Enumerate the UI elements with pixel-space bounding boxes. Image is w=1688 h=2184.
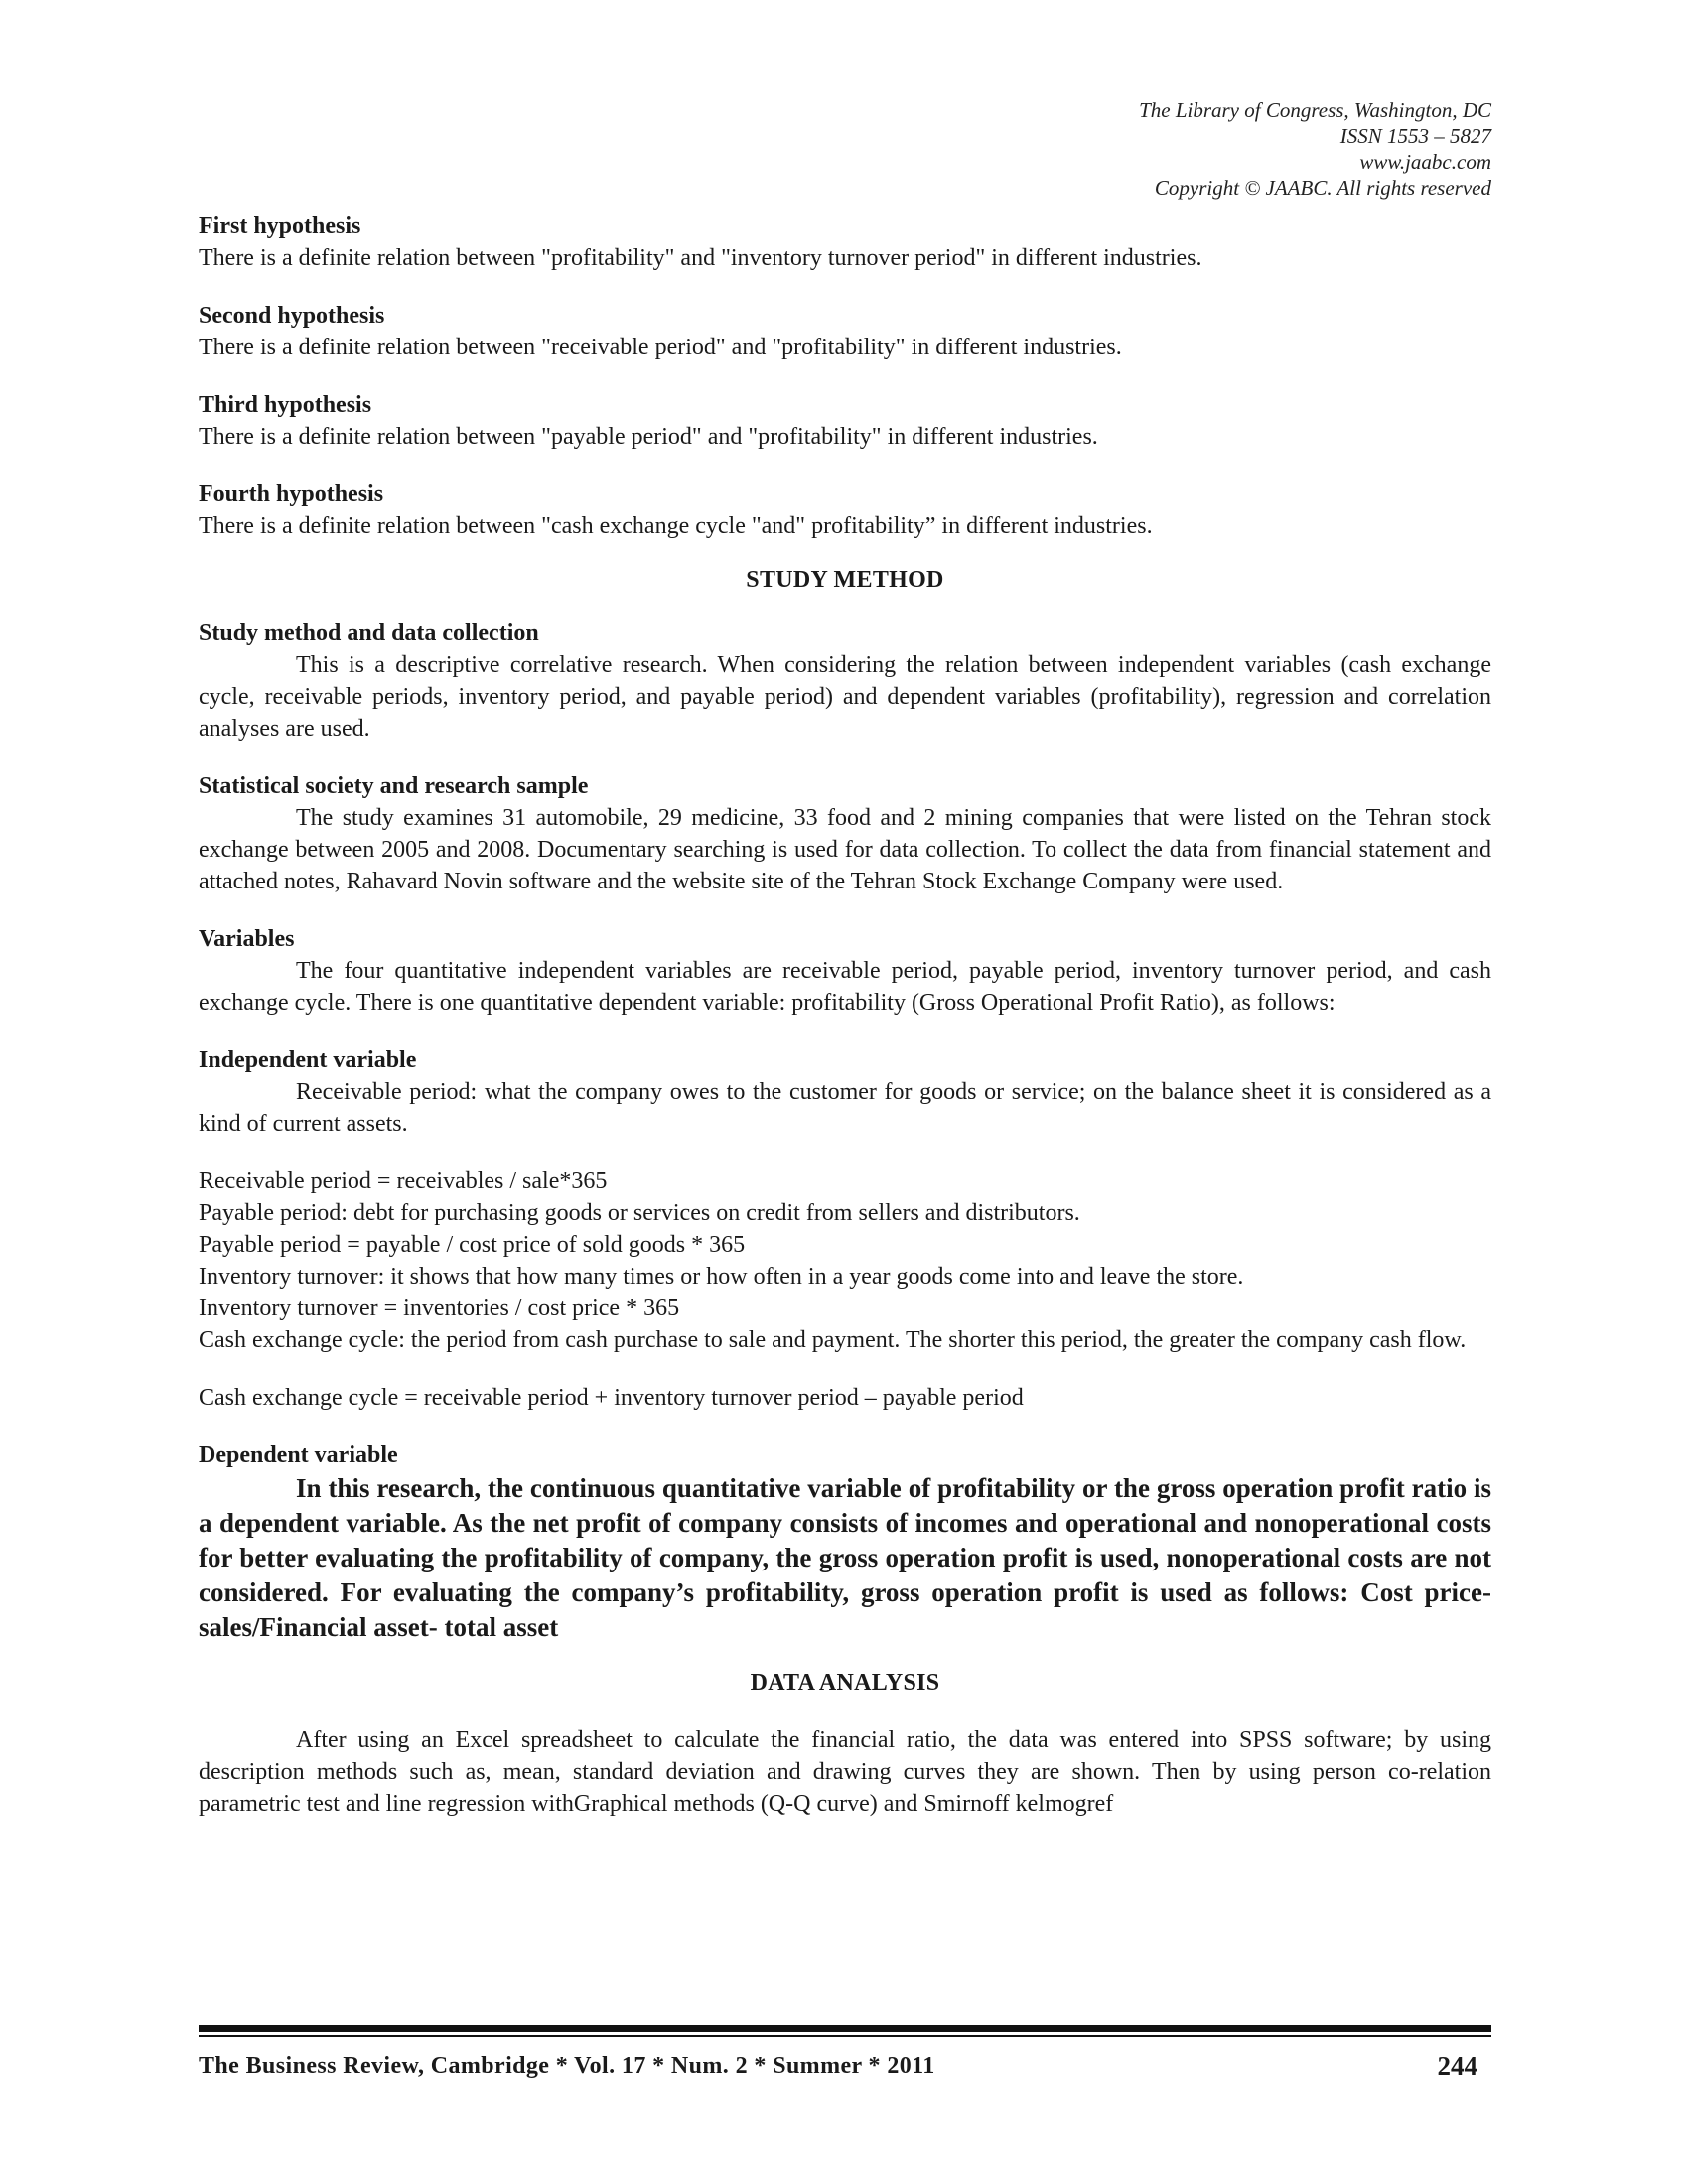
payable-period-definition: Payable period: debt for purchasing goods or services on credit from sellers and distributors.: [199, 1200, 1080, 1226]
data-collection-title: Study method and data collection: [199, 620, 539, 646]
header-issn: ISSN 1553 – 5827: [1339, 124, 1491, 148]
page-header: [796, 97, 1491, 201]
footer-journal: The Business Review, Cambridge * Vol. 17 * Num. 2 * Summer * 2011: [199, 2053, 935, 2079]
independent-variable-text: Receivable period: what the company owes to the customer for goods or service; on the balance sheet it is considered as a kind of current assets.: [199, 1079, 1491, 1137]
header-library: The Library of Congress, Washington, DC: [1139, 98, 1491, 122]
header-website: www.jaabc.com: [1359, 150, 1491, 174]
first-hypothesis-title: First hypothesis: [199, 213, 361, 239]
sample-title: Statistical society and research sample: [199, 773, 589, 799]
first-hypothesis-text: There is a definite relation between "profitability" and "inventory turnover period" in different industries.: [199, 245, 1202, 271]
second-hypothesis-title: Second hypothesis: [199, 303, 385, 329]
footer-rule-thin: [199, 2035, 1491, 2037]
header-copyright: Copyright © JAABC. All rights reserved: [1154, 176, 1491, 200]
second-hypothesis-text: There is a definite relation between "receivable period" and "profitability" in different industries.: [199, 335, 1122, 360]
receivable-period-formula: Receivable period = receivables / sale*365: [199, 1168, 608, 1194]
independent-variable-title: Independent variable: [199, 1047, 417, 1073]
third-hypothesis-text: There is a definite relation between "payable period" and "profitability" in different industries.: [199, 424, 1098, 450]
page-number: 244: [1437, 2051, 1477, 2081]
third-hypothesis-title: Third hypothesis: [199, 392, 372, 418]
inventory-turnover-formula: Inventory turnover = inventories / cost price * 365: [199, 1296, 680, 1321]
variables-title: Variables: [199, 926, 295, 952]
data-analysis-text: After using an Excel spreadsheet to calculate the financial ratio, the data was entered into SPSS software; by using description methods such as, mean, standard deviation and drawing curves they are shown. Then by using person co-relation parametric test and line regression withGraphical methods (Q-Q curve) and Smirnoff kelmogref: [199, 1727, 1491, 1817]
cash-cycle-definition: Cash exchange cycle: the period from cash purchase to sale and payment. The shorter this period, the greater the company cash flow.: [199, 1327, 1467, 1353]
page-body: [199, 210, 1491, 1820]
fourth-hypothesis-title: Fourth hypothesis: [199, 481, 384, 507]
inventory-turnover-definition: Inventory turnover: it shows that how many times or how often in a year goods come into and leave the store.: [199, 1264, 1244, 1290]
study-method-heading: STUDY METHOD: [746, 567, 944, 593]
payable-period-formula: Payable period = payable / cost price of sold goods * 365: [199, 1232, 746, 1258]
dependent-variable-title: Dependent variable: [199, 1442, 398, 1468]
fourth-hypothesis-text: There is a definite relation between "cash exchange cycle "and" profitability” in different industries.: [199, 513, 1153, 539]
sample-text: The study examines 31 automobile, 29 medicine, 33 food and 2 mining companies that were listed on the Tehran stock exchange between 2005 and 2008. Documentary searching is used for data collection. To collect the data from financial statement and attached notes, Rahavard Novin software and the website site of the Tehran Stock Exchange Company were used.: [199, 805, 1491, 894]
data-collection-text: This is a descriptive correlative research. When considering the relation between independent variables (cash exchange cycle, receivable periods, inventory period, and payable period) and dependent variables (profitability), regression and correlation analyses are used.: [199, 652, 1491, 742]
variables-text: The four quantitative independent variables are receivable period, payable period, inventory turnover period, and cash exchange cycle. There is one quantitative dependent variable: profitability (Gross Operational Profit Ratio), as follows:: [199, 958, 1491, 1016]
data-analysis-heading: DATA ANALYSIS: [750, 1670, 940, 1696]
dependent-variable-text: In this research, the continuous quantitative variable of profitability or the gross operation profit ratio is a dependent variable. As the net profit of company consists of incomes and operational and nonoperational costs for better evaluating the profitability of company, the gross operation profit is used, nonoperational costs are not considered. For evaluating the company’s profitability, gross operation profit is used as follows: Cost price- sales/Financial asset- total asset: [199, 1473, 1491, 1642]
footer-rule-thick: [199, 2025, 1491, 2032]
cash-cycle-formula: Cash exchange cycle = receivable period + inventory turnover period – payable period: [199, 1385, 1024, 1411]
